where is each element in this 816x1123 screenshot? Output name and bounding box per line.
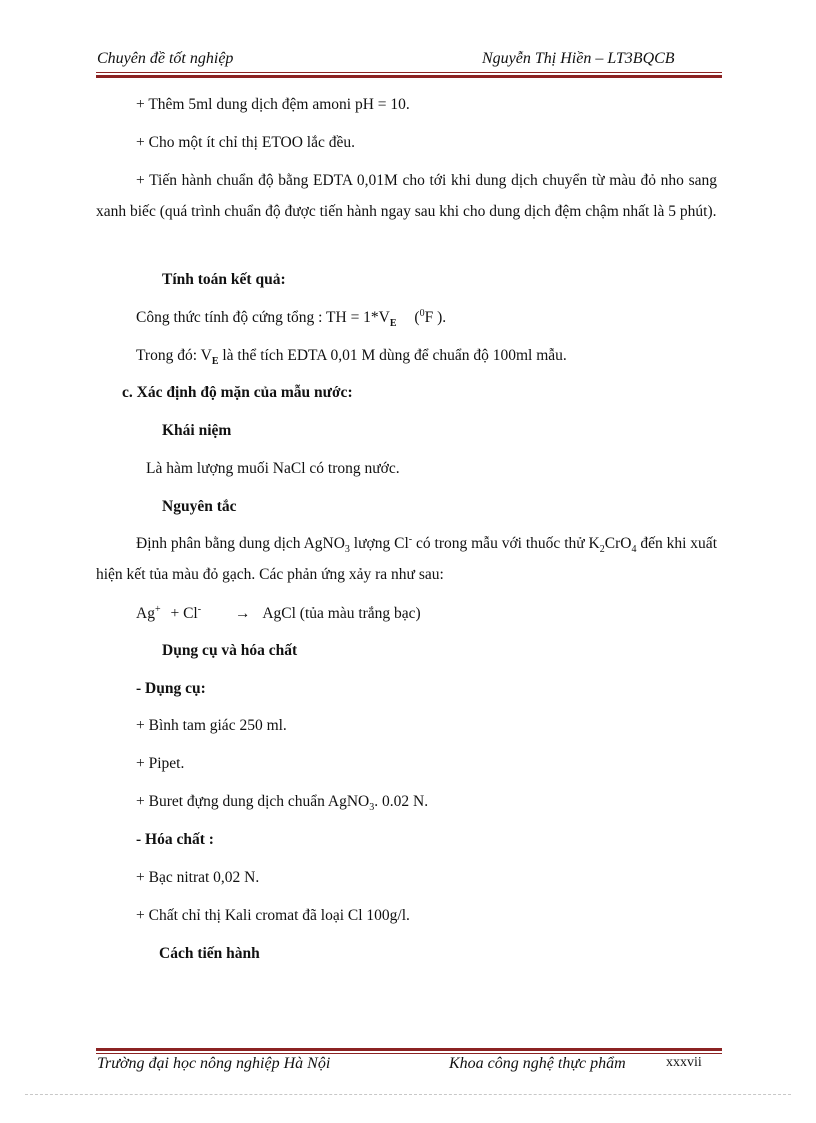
dung-cu-item-3: [136, 792, 428, 812]
nguyen-tac-part5: đến khi xuất hiện kết tủa màu đỏ gạch. Các phản ứng xảy ra như sau:: [96, 535, 717, 583]
body-paragraph-titration: + Tiến hành chuẩn độ bằng EDTA 0,01M cho tới khi dung dịch chuyển từ màu đỏ nho sang xanh biếc (quá trình chuẩn độ được tiến hành ngay sau khi cho dung dịch đệm chậm nhất là 5 phút).: [96, 172, 717, 220]
where-suffix: là thể tích EDTA 0,01 M dùng để chuẩn độ 100ml mẫu.: [218, 347, 567, 364]
header-rule-thick: [96, 75, 722, 78]
heading-dung-cu-hoa-chat: Dụng cụ và hóa chất: [162, 642, 298, 659]
where-prefix: Trong đó: V: [136, 347, 212, 364]
formula-sub: E: [389, 318, 397, 330]
formula-unit-close: F ).: [424, 309, 447, 326]
footer-faculty: Khoa công nghệ thực phẩm: [449, 1055, 626, 1072]
reaction-ag: Ag: [136, 605, 155, 622]
nguyen-tac-part4: CrO: [604, 535, 632, 552]
dung-cu-3-suffix: . 0.02 N.: [374, 793, 429, 810]
nguyen-tac-part3: có trong mẫu với thuốc thử K: [412, 535, 600, 552]
dung-cu-item-2: + Pipet.: [136, 755, 185, 772]
reaction-ag-charge: +: [154, 603, 161, 615]
nguyen-tac-sub1: 3: [344, 544, 350, 556]
body-line-indicator: + Cho một ít chỉ thị ETOO lắc đều.: [136, 134, 355, 151]
heading-cach-tien-hanh: Cách tiến hành: [159, 945, 260, 962]
dung-cu-3-sub: 3: [369, 802, 375, 814]
formula-unit-sup: 0: [419, 307, 425, 319]
body-line-buffer: + Thêm 5ml dung dịch đệm amoni pH = 10.: [136, 96, 410, 113]
reaction-product: AgCl (tủa màu trắng bạc): [262, 605, 421, 622]
formula-line: [136, 308, 446, 328]
where-sub: E: [211, 356, 219, 368]
reaction-cl: + Cl: [170, 605, 198, 622]
nguyen-tac-part2: lượng Cl: [349, 535, 409, 552]
nguyen-tac-sub2: 2: [599, 544, 605, 556]
nguyen-tac-part1: Định phân bằng dung dịch AgNO: [136, 535, 345, 552]
khai-niem-text: Là hàm lượng muối NaCl có trong nước.: [146, 460, 400, 477]
header-left-title: Chuyên đề tốt nghiệp: [97, 50, 234, 67]
reaction-arrow-icon: →: [234, 605, 251, 622]
hoa-chat-item-2: + Chất chỉ thị Kali cromat đã loại Cl 100g/l.: [136, 907, 410, 924]
dung-cu-item-1: + Bình tam giác 250 ml.: [136, 717, 287, 734]
formula-prefix: Công thức tính độ cứng tổng : TH = 1*V: [136, 309, 390, 326]
header-right-author: Nguyễn Thị Hiền – LT3BQCB: [482, 50, 675, 67]
footer-rule-thick: [96, 1048, 722, 1051]
nguyen-tac-sup1: -: [408, 533, 413, 545]
footer-rule-thin: [96, 1053, 722, 1054]
hoa-chat-label: - Hóa chất :: [136, 831, 214, 848]
heading-nguyen-tac: Nguyên tắc: [162, 498, 237, 515]
where-line: [136, 346, 567, 366]
nguyen-tac-sub3: 4: [631, 544, 637, 556]
page-bottom-divider: [25, 1094, 791, 1095]
footer-university: Trường đại học nông nghiệp Hà Nội: [97, 1055, 331, 1072]
header-rule-thin: [96, 72, 722, 73]
heading-tinh-toan: Tính toán kết quả:: [162, 271, 286, 288]
footer-page-number: xxxvii: [666, 1055, 702, 1070]
hoa-chat-item-1: + Bạc nitrat 0,02 N.: [136, 869, 260, 886]
reaction-cl-charge: -: [197, 603, 202, 615]
reaction-line: [136, 604, 421, 624]
formula-unit-open: (: [414, 309, 420, 326]
heading-khai-niem: Khái niệm: [162, 422, 232, 439]
dung-cu-label: - Dụng cụ:: [136, 680, 206, 697]
dung-cu-3-prefix: + Buret đựng dung dịch chuẩn AgNO: [136, 793, 370, 810]
section-c-heading: c. Xác định độ mặn của mẫu nước:: [122, 384, 353, 401]
nguyen-tac-paragraph: [96, 528, 717, 590]
